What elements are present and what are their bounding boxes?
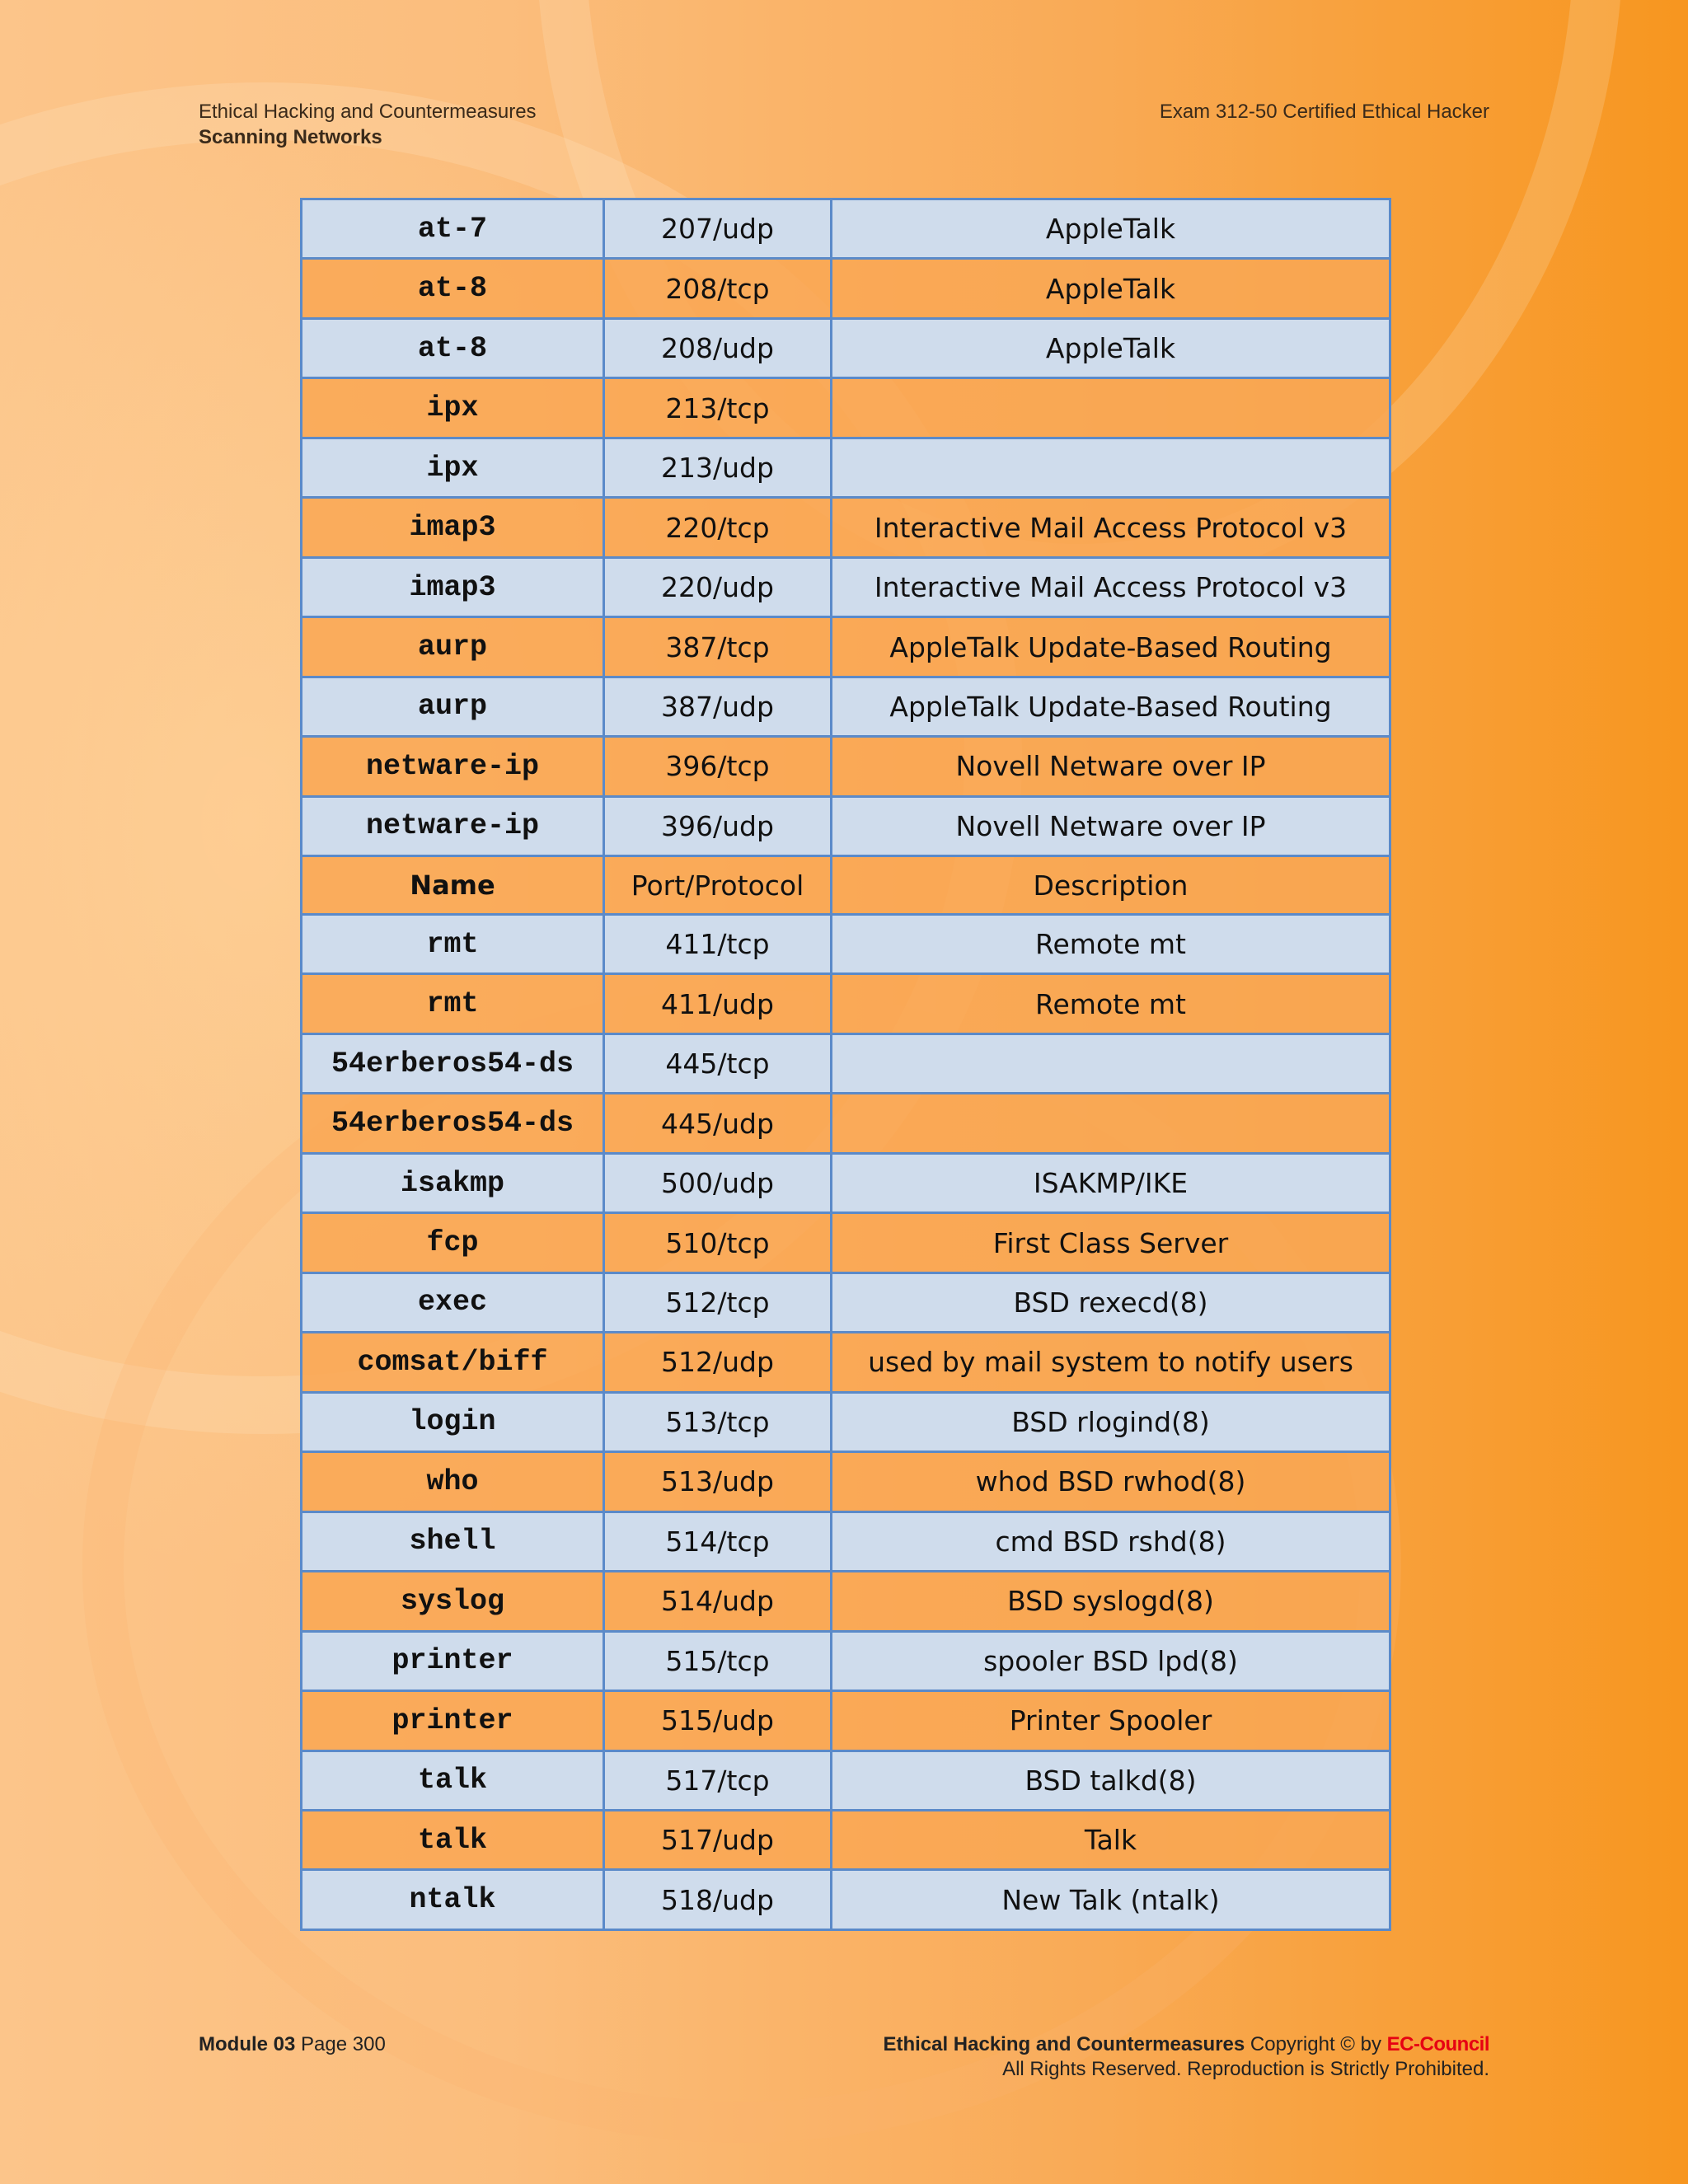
port-name-cell: Name	[302, 856, 604, 915]
port-name-cell: netware-ip	[302, 737, 604, 796]
port-protocol-cell: 500/udp	[604, 1153, 832, 1212]
port-name-cell: fcp	[302, 1213, 604, 1272]
exam-title: Exam 312-50 Certified Ethical Hacker	[1159, 101, 1489, 123]
table-row	[302, 974, 1390, 1033]
port-protocol-cell: 514/udp	[604, 1572, 832, 1631]
port-protocol-cell: 387/udp	[604, 677, 832, 736]
table-row	[302, 1333, 1390, 1392]
port-name-cell: talk	[302, 1810, 604, 1869]
table-row	[302, 378, 1390, 438]
port-name-cell: imap3	[302, 498, 604, 557]
port-protocol-cell: 515/tcp	[604, 1631, 832, 1690]
port-protocol-cell: 513/tcp	[604, 1392, 832, 1451]
port-protocol-cell: 513/udp	[604, 1452, 832, 1511]
table-row	[302, 1033, 1390, 1093]
ports-table-body	[302, 199, 1390, 1930]
description-cell	[832, 1033, 1390, 1093]
table-row	[302, 1153, 1390, 1212]
chapter-title: Scanning Networks	[199, 126, 382, 148]
port-protocol-cell: 213/tcp	[604, 378, 832, 438]
description-cell: BSD rexecd(8)	[832, 1272, 1390, 1332]
description-cell: First Class Server	[832, 1213, 1390, 1272]
table-row	[302, 1213, 1390, 1272]
table-row	[302, 1392, 1390, 1451]
port-name-cell: rmt	[302, 974, 604, 1033]
port-name-cell: 54erberos54-ds	[302, 1094, 604, 1153]
description-cell: BSD talkd(8)	[832, 1750, 1390, 1810]
description-cell: AppleTalk Update-Based Routing	[832, 617, 1390, 677]
module-label: Module 03	[199, 2033, 296, 2055]
table-row	[302, 1631, 1390, 1690]
description-cell: whod BSD rwhod(8)	[832, 1452, 1390, 1511]
description-cell: New Talk (ntalk)	[832, 1870, 1390, 1930]
table-row	[302, 1452, 1390, 1511]
port-protocol-cell: 510/tcp	[604, 1213, 832, 1272]
description-cell: Talk	[832, 1810, 1390, 1869]
table-row	[302, 1094, 1390, 1153]
page-header-left	[199, 99, 537, 150]
port-name-cell: 54erberos54-ds	[302, 1033, 604, 1093]
port-name-cell: imap3	[302, 557, 604, 616]
port-name-cell: who	[302, 1452, 604, 1511]
port-protocol-cell: 213/udp	[604, 438, 832, 497]
description-cell: ISAKMP/IKE	[832, 1153, 1390, 1212]
table-row	[302, 617, 1390, 677]
port-protocol-cell: 512/tcp	[604, 1272, 832, 1332]
description-cell	[832, 378, 1390, 438]
port-protocol-cell: 512/udp	[604, 1333, 832, 1392]
page-header-right	[1160, 99, 1489, 124]
port-protocol-cell: 220/udp	[604, 557, 832, 616]
table-row	[302, 438, 1390, 497]
port-protocol-cell: 445/udp	[604, 1094, 832, 1153]
port-protocol-cell: 387/tcp	[604, 617, 832, 677]
port-name-cell: rmt	[302, 914, 604, 973]
table-row	[302, 259, 1390, 318]
port-name-cell: comsat/biff	[302, 1333, 604, 1392]
description-cell: Description	[832, 856, 1390, 915]
table-row	[302, 498, 1390, 557]
table-row	[302, 557, 1390, 616]
port-name-cell: exec	[302, 1272, 604, 1332]
page-footer-right	[883, 2032, 1489, 2082]
table-row	[302, 1272, 1390, 1332]
port-protocol-cell: 518/udp	[604, 1870, 832, 1930]
port-protocol-cell: 396/tcp	[604, 737, 832, 796]
port-name-cell: ipx	[302, 378, 604, 438]
description-cell: cmd BSD rshd(8)	[832, 1511, 1390, 1571]
ports-table	[300, 198, 1391, 1931]
description-cell: Printer Spooler	[832, 1691, 1390, 1750]
port-name-cell: login	[302, 1392, 604, 1451]
port-name-cell: aurp	[302, 677, 604, 736]
description-cell: AppleTalk	[832, 259, 1390, 318]
description-cell: AppleTalk Update-Based Routing	[832, 677, 1390, 736]
description-cell: used by mail system to notify users	[832, 1333, 1390, 1392]
table-row	[302, 796, 1390, 855]
rights-text: All Rights Reserved. Reproduction is Strictly Prohibited.	[1002, 2058, 1489, 2080]
copyright-text: Copyright © by	[1250, 2033, 1381, 2055]
description-cell: Remote mt	[832, 914, 1390, 973]
table-row	[302, 1572, 1390, 1631]
port-protocol-cell: 207/udp	[604, 199, 832, 259]
description-cell	[832, 438, 1390, 497]
port-protocol-cell: 411/udp	[604, 974, 832, 1033]
table-row	[302, 1511, 1390, 1571]
ec-council-logo: EC-Council	[1386, 2033, 1489, 2055]
port-protocol-cell: 220/tcp	[604, 498, 832, 557]
port-name-cell: at-8	[302, 318, 604, 377]
table-row	[302, 856, 1390, 915]
description-cell: BSD syslogd(8)	[832, 1572, 1390, 1631]
port-protocol-cell: 445/tcp	[604, 1033, 832, 1093]
port-name-cell: talk	[302, 1750, 604, 1810]
table-row	[302, 677, 1390, 736]
port-protocol-cell: 208/tcp	[604, 259, 832, 318]
page-number: Page 300	[301, 2033, 386, 2055]
port-name-cell: at-7	[302, 199, 604, 259]
port-protocol-cell: 208/udp	[604, 318, 832, 377]
footer-book-title: Ethical Hacking and Countermeasures	[883, 2033, 1245, 2055]
port-name-cell: ipx	[302, 438, 604, 497]
description-cell: Novell Netware over IP	[832, 796, 1390, 855]
port-name-cell: shell	[302, 1511, 604, 1571]
table-row	[302, 1810, 1390, 1869]
port-protocol-cell: 517/udp	[604, 1810, 832, 1869]
table-row	[302, 914, 1390, 973]
description-cell	[832, 1094, 1390, 1153]
page-footer-left	[199, 2032, 386, 2057]
port-name-cell: ntalk	[302, 1870, 604, 1930]
port-protocol-cell: 517/tcp	[604, 1750, 832, 1810]
table-row	[302, 318, 1390, 377]
description-cell: spooler BSD lpd(8)	[832, 1631, 1390, 1690]
port-protocol-cell: 396/udp	[604, 796, 832, 855]
description-cell: Interactive Mail Access Protocol v3	[832, 498, 1390, 557]
port-name-cell: syslog	[302, 1572, 604, 1631]
description-cell: Novell Netware over IP	[832, 737, 1390, 796]
port-protocol-cell: 515/udp	[604, 1691, 832, 1750]
port-name-cell: printer	[302, 1691, 604, 1750]
description-cell: BSD rlogind(8)	[832, 1392, 1390, 1451]
table-row	[302, 1870, 1390, 1930]
port-protocol-cell: Port/Protocol	[604, 856, 832, 915]
description-cell: Remote mt	[832, 974, 1390, 1033]
port-name-cell: aurp	[302, 617, 604, 677]
table-row	[302, 1750, 1390, 1810]
port-protocol-cell: 514/tcp	[604, 1511, 832, 1571]
description-cell: AppleTalk	[832, 199, 1390, 259]
port-name-cell: at-8	[302, 259, 604, 318]
table-row	[302, 199, 1390, 259]
description-cell: AppleTalk	[832, 318, 1390, 377]
description-cell: Interactive Mail Access Protocol v3	[832, 557, 1390, 616]
table-row	[302, 737, 1390, 796]
port-protocol-cell: 411/tcp	[604, 914, 832, 973]
port-name-cell: printer	[302, 1631, 604, 1690]
book-title: Ethical Hacking and Countermeasures	[199, 101, 537, 123]
port-name-cell: isakmp	[302, 1153, 604, 1212]
port-name-cell: netware-ip	[302, 796, 604, 855]
table-row	[302, 1691, 1390, 1750]
